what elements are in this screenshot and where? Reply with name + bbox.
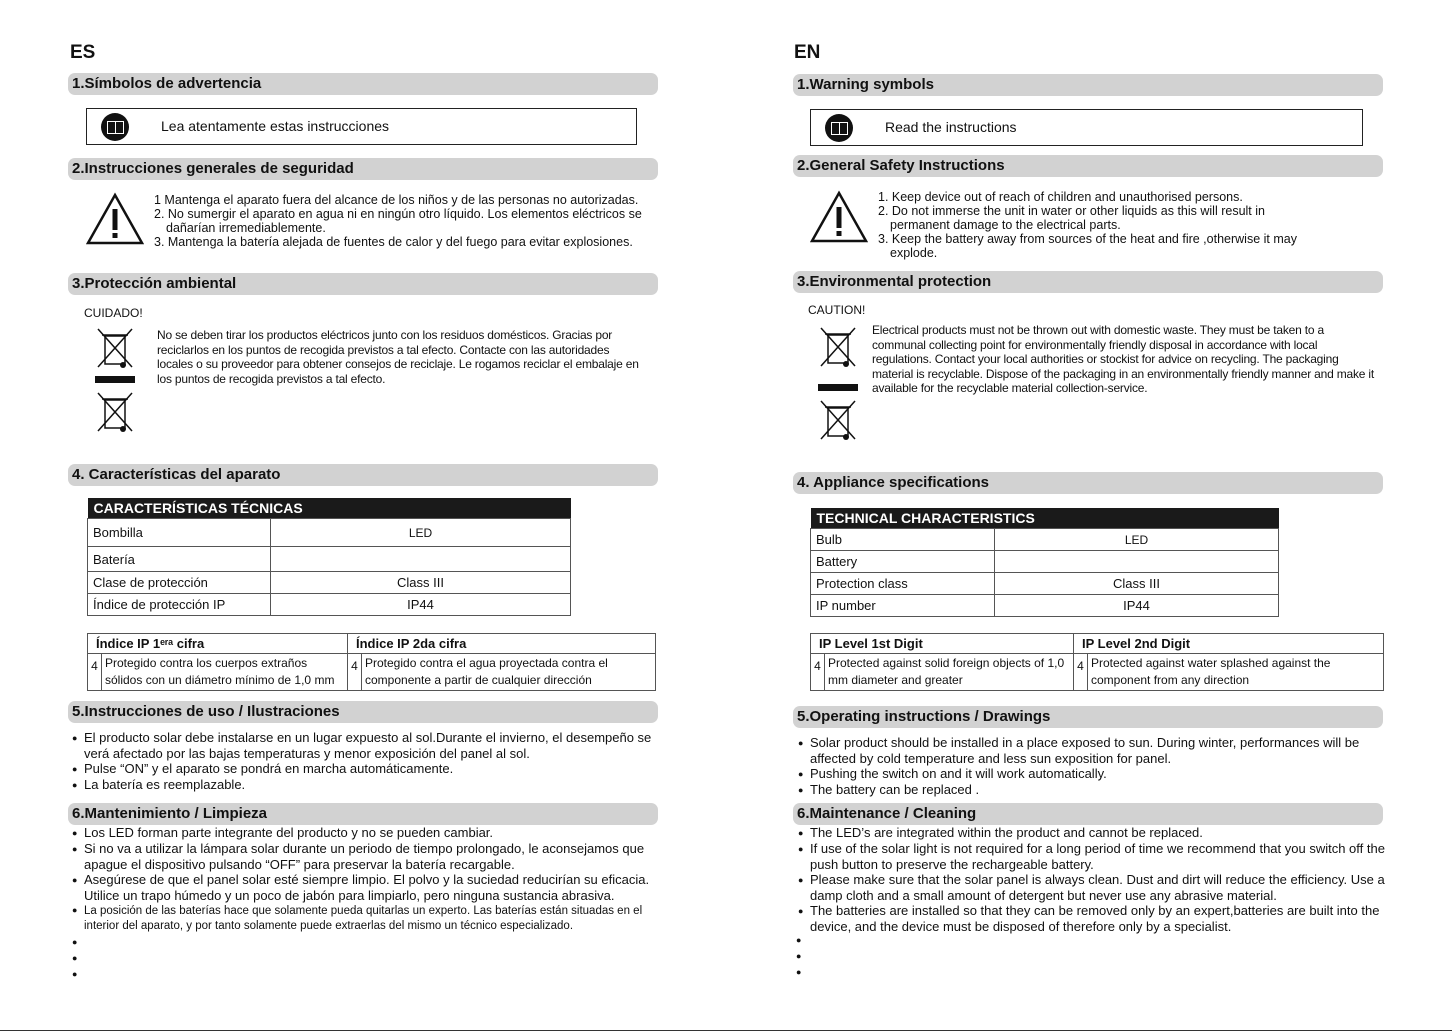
section-maintenance: 6.Maintenance / Cleaning bbox=[793, 803, 1383, 825]
maintenance-list bbox=[68, 825, 668, 934]
spec-label: Bulb bbox=[811, 529, 995, 551]
spec-value bbox=[995, 551, 1279, 573]
section-operating: 5.Operating instructions / Drawings bbox=[793, 706, 1383, 728]
ip-description: Protegido contra el agua proyectada contra el componente a partir de cualquier dirección bbox=[362, 654, 656, 691]
safety-item: 2. Do not immerse the unit in water or other liquids as this will result in permanent damage to the electrical parts. bbox=[878, 204, 1265, 232]
spec-table bbox=[87, 498, 571, 616]
book-icon bbox=[825, 114, 853, 142]
section-environment: 3.Protección ambiental bbox=[68, 273, 658, 295]
table-row bbox=[811, 595, 1279, 617]
ip-digit: 4 bbox=[88, 654, 102, 691]
table-row bbox=[811, 551, 1279, 573]
english-page bbox=[726, 0, 1452, 1033]
crossed-bin-icon bbox=[818, 398, 858, 442]
separator-bar bbox=[818, 384, 858, 391]
section-appliance: 4. Características del aparato bbox=[68, 464, 658, 486]
list-item: ● La posición de las baterías hace que solamente pueda quitarlas un experto. Las baterías están situadas en el interior del aparato, y por tanto solamente puede extraerlas del mismo un técnico especializado. bbox=[68, 903, 668, 934]
section-safety: 2.General Safety Instructions bbox=[793, 155, 1383, 177]
ip-header-second: IP Level 2nd Digit bbox=[1074, 634, 1384, 654]
page-bottom-border bbox=[0, 1030, 1452, 1031]
warning-triangle-icon bbox=[86, 192, 144, 246]
ip-table bbox=[810, 633, 1384, 691]
read-instructions-box bbox=[86, 108, 637, 145]
operating-list bbox=[794, 735, 1384, 798]
ip-table bbox=[87, 633, 656, 691]
ip-description: Protegido contra los cuerpos extraños sólidos con un diámetro mínimo de 1,0 mm bbox=[102, 654, 348, 691]
table-row bbox=[811, 573, 1279, 595]
list-item: ● El producto solar debe instalarse en un lugar expuesto al sol.Durante el invierno, el desempeño se verá afectado por las bajas temperaturas y menor exposición del panel al sol. bbox=[68, 730, 678, 761]
safety-item: 2. No sumergir el aparato en agua ni en ningún otro líquido. Los elementos eléctricos se dañarían irremediablemente. bbox=[154, 207, 642, 235]
list-item: ● If use of the solar light is not required for a long period of time we recommend that you switch off the push button to preserve the rechargeable battery. bbox=[794, 841, 1414, 872]
section-maintenance: 6.Mantenimiento / Limpieza bbox=[68, 803, 658, 825]
caution-label: CUIDADO! bbox=[84, 306, 143, 320]
environment-text: No se deben tirar los productos eléctricos junto con los residuos domésticos. Gracias por reciclarlos en los puntos de recogida previstos a tal efecto. Contacte con las autoridades locales o su proveedor para obtener consejos de reciclaje. Le rogamos reciclar el embalaje en los puntos de recogida previstos a tal efecto. bbox=[157, 328, 639, 386]
list-item: ● Pulse “ON” y el aparato se pondrá en marcha automáticamente. bbox=[68, 761, 678, 777]
separator-bar bbox=[95, 376, 135, 383]
spec-table bbox=[810, 508, 1279, 617]
list-item: ● La batería es reemplazable. bbox=[68, 777, 678, 793]
ip-description: Protected against water splashed against the component from any direction bbox=[1088, 654, 1384, 691]
spec-label: Clase de protección bbox=[88, 572, 271, 594]
spec-value: IP44 bbox=[995, 595, 1279, 617]
list-item: ● The batteries are installed so that they can be removed only by an expert,batteries are built into the device, and the device must be disposed of therefore only by a specialist. bbox=[794, 903, 1414, 934]
list-item: ● The LED’s are integrated within the product and cannot be replaced. bbox=[794, 825, 1414, 841]
spec-value bbox=[271, 547, 571, 572]
read-instructions-box bbox=[810, 109, 1363, 146]
crossed-bin-icon bbox=[818, 325, 858, 369]
table-row bbox=[811, 654, 1384, 691]
spec-header: CARACTERÍSTICAS TÉCNICAS bbox=[88, 498, 571, 519]
caution-label: CAUTION! bbox=[808, 303, 866, 317]
safety-list bbox=[152, 193, 662, 249]
section-warning-symbols: 1.Símbolos de advertencia bbox=[68, 73, 658, 95]
empty-bullets: ● ● ● bbox=[72, 937, 78, 979]
section-operating: 5.Instrucciones de uso / Ilustraciones bbox=[68, 701, 658, 723]
spec-label: Protection class bbox=[811, 573, 995, 595]
empty-bullets: ● ● ● bbox=[796, 935, 802, 977]
language-code: EN bbox=[794, 42, 821, 63]
table-row bbox=[88, 594, 571, 616]
operating-list bbox=[68, 730, 678, 793]
safety-list bbox=[876, 190, 1316, 260]
language-code: ES bbox=[70, 42, 96, 63]
spec-value: LED bbox=[271, 519, 571, 547]
spec-value: LED bbox=[995, 529, 1279, 551]
spec-label: Bombilla bbox=[88, 519, 271, 547]
list-item: ● Solar product should be installed in a place exposed to sun. During winter, performances will be affected by cold temperature and less sun exposition for panel. bbox=[794, 735, 1384, 766]
crossed-bin-icon bbox=[95, 326, 135, 370]
table-row bbox=[88, 547, 571, 572]
ip-header-first: IP Level 1st Digit bbox=[811, 634, 1074, 654]
spec-header: TECHNICAL CHARACTERISTICS bbox=[811, 508, 1279, 529]
environment-text: Electrical products must not be thrown out with domestic waste. They must be taken to a communal collecting point for environmentally friendly disposal in accordance with local regulations. Contact your local authorities or stockist for advice on recycling. The packaging material is recyclable. Dispose of the packaging in an environmentally friendly manner and make it available for the recyclable material collection-service. bbox=[872, 323, 1374, 395]
ip-description: Protected against solid foreign objects of 1,0 mm diameter and greater bbox=[825, 654, 1074, 691]
safety-item: 1. Keep device out of reach of children and unauthorised persons. bbox=[878, 190, 1243, 204]
book-icon bbox=[101, 113, 129, 141]
spec-label: Índice de protección IP bbox=[88, 594, 271, 616]
section-safety: 2.Instrucciones generales de seguridad bbox=[68, 158, 658, 180]
spec-label: IP number bbox=[811, 595, 995, 617]
spec-label: Batería bbox=[88, 547, 271, 572]
ip-digit: 4 bbox=[348, 654, 362, 691]
section-environment: 3.Environmental protection bbox=[793, 271, 1383, 293]
section-appliance: 4. Appliance specifications bbox=[793, 472, 1383, 494]
spec-value: IP44 bbox=[271, 594, 571, 616]
spec-value: Class III bbox=[995, 573, 1279, 595]
spec-label: Battery bbox=[811, 551, 995, 573]
list-item: ● Please make sure that the solar panel is always clean. Dust and dirt will reduce the efficiency. Use a damp cloth and a small amount of detergent but never use any abrasive material. bbox=[794, 872, 1414, 903]
ip-header-first: Índice IP 1ᵉʳᵃ cifra bbox=[88, 634, 348, 654]
list-item: ● Si no va a utilizar la lámpara solar durante un periodo de tiempo prolongado, le aconsejamos que apague el dispositivo pulsando “OFF” para preservar la batería recargable. bbox=[68, 841, 668, 872]
table-row bbox=[88, 654, 656, 691]
section-warning-symbols: 1.Warning symbols bbox=[793, 74, 1383, 96]
list-item: ● Los LED forman parte integrante del producto y no se pueden cambiar. bbox=[68, 825, 668, 841]
maintenance-list bbox=[794, 825, 1414, 934]
crossed-bin-icon bbox=[95, 390, 135, 434]
ip-header-second: Índice IP 2da cifra bbox=[348, 634, 656, 654]
table-row bbox=[88, 572, 571, 594]
read-instructions-text: Read the instructions bbox=[885, 119, 1017, 135]
ip-digit: 4 bbox=[1074, 654, 1088, 691]
read-instructions-text: Lea atentamente estas instrucciones bbox=[161, 118, 390, 134]
spec-value: Class III bbox=[271, 572, 571, 594]
list-item: ● Asegúrese de que el panel solar esté siempre limpio. El polvo y la suciedad reducirían su eficacia. Utilice un trapo húmedo y un poco de jabón para limpiarlo, pero ninguna sustancia abrasiva. bbox=[68, 872, 668, 903]
list-item: ● Pushing the switch on and it will work automatically. bbox=[794, 766, 1384, 782]
safety-item: 3. Mantenga la batería alejada de fuentes de calor y del fuego para evitar explosiones. bbox=[154, 235, 633, 249]
list-item: ● The battery can be replaced . bbox=[794, 782, 1384, 798]
table-row bbox=[88, 519, 571, 547]
safety-item: 1 Mantenga el aparato fuera del alcance de los niños y de las personas no autorizadas. bbox=[154, 193, 639, 207]
warning-triangle-icon bbox=[810, 190, 868, 244]
ip-digit: 4 bbox=[811, 654, 825, 691]
safety-item: 3. Keep the battery away from sources of the heat and fire ,otherwise it may explode. bbox=[878, 232, 1297, 260]
table-row bbox=[811, 529, 1279, 551]
